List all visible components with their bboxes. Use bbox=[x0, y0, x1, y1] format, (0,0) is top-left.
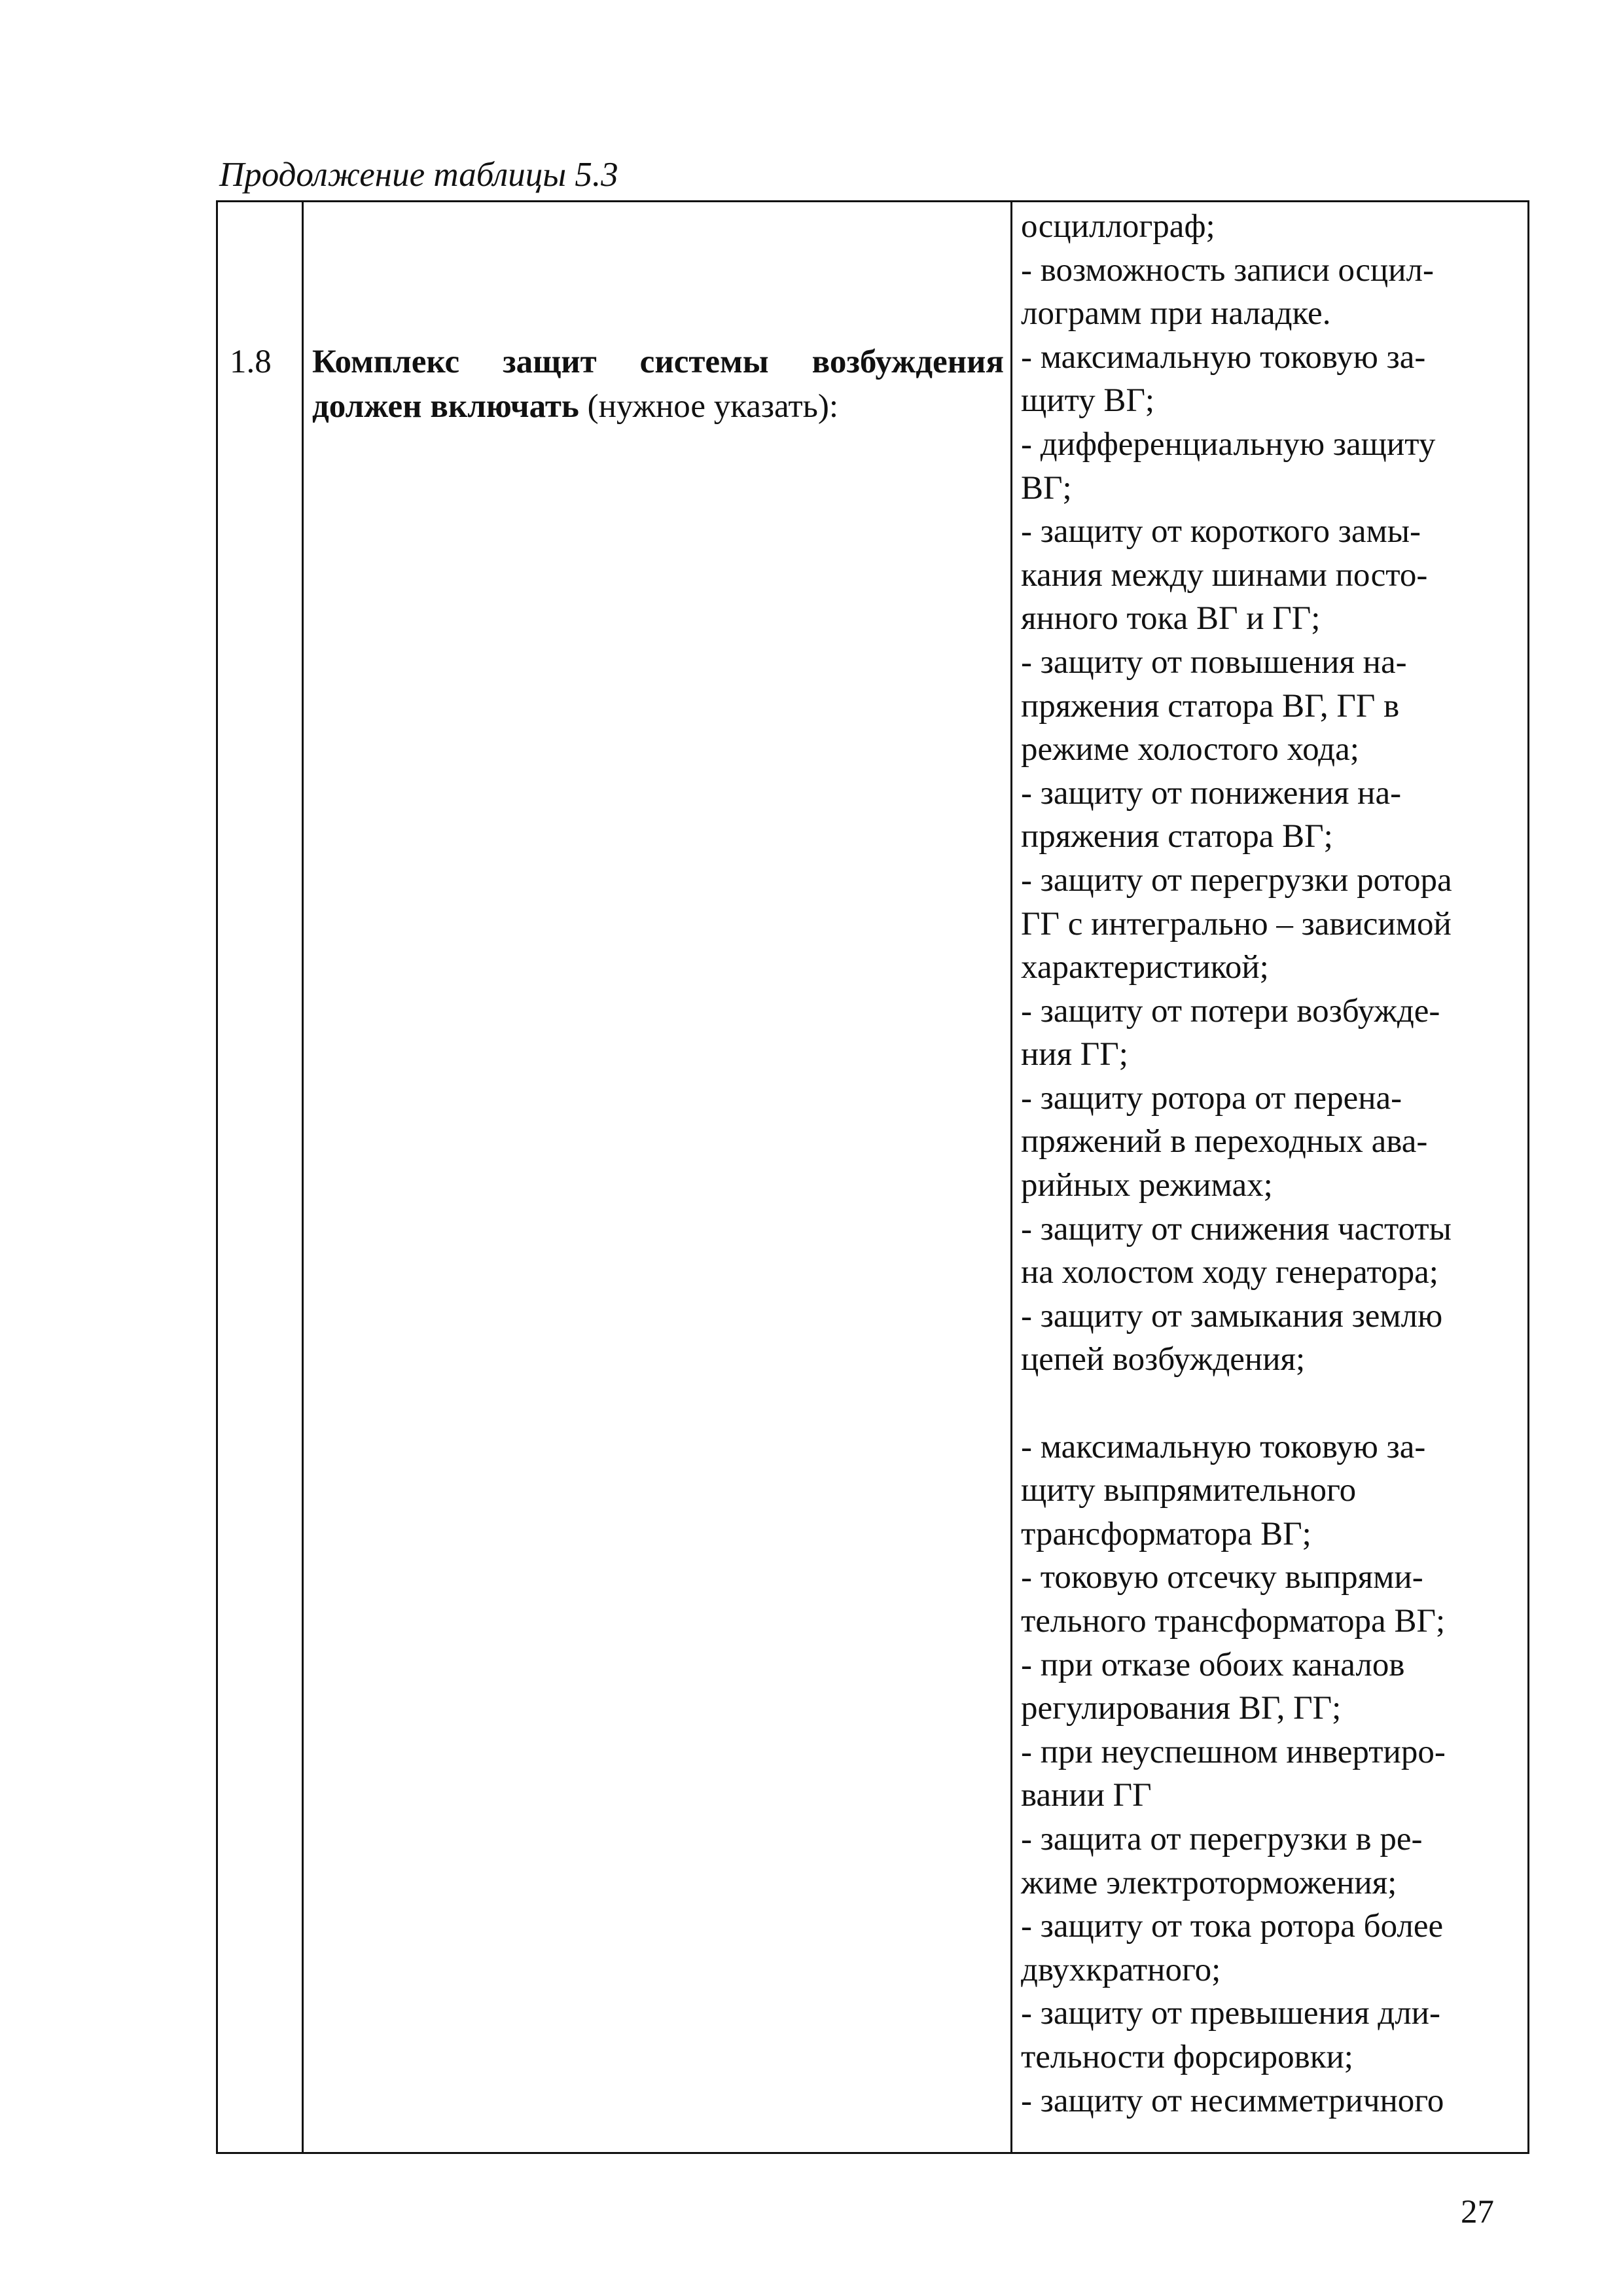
option-line: на холостом ходу генератора; bbox=[1021, 1254, 1438, 1291]
option-line: - защиту ротора от перена- bbox=[1021, 1079, 1402, 1117]
option-line: - токовую отсечку выпрями- bbox=[1021, 1559, 1423, 1596]
option-line: - защиту от потери возбужде- bbox=[1021, 992, 1440, 1030]
option-line: характеристикой; bbox=[1021, 949, 1269, 986]
option-line: ния ГГ; bbox=[1021, 1036, 1128, 1073]
option-line: - защиту от несимметричного bbox=[1021, 2082, 1444, 2119]
option-line: - защиту от тока ротора более bbox=[1021, 1908, 1444, 1945]
option-line: - защиту от превышения дли- bbox=[1021, 1995, 1440, 2032]
requirement-cell bbox=[303, 202, 1012, 2153]
option-line: - дифференциальную защиту bbox=[1021, 425, 1436, 463]
option-line: щиту ВГ; bbox=[1021, 382, 1155, 420]
option-line: жиме электроторможения; bbox=[1021, 1864, 1397, 1901]
options-block-2 bbox=[1021, 1426, 1524, 2123]
option-line: - максимальную токовую за- bbox=[1021, 1428, 1426, 1465]
option-line: - максимальную токовую за- bbox=[1021, 338, 1426, 376]
option-line: регулирования ВГ, ГГ; bbox=[1021, 1690, 1342, 1727]
option-line: режиме холостого хода; bbox=[1021, 731, 1359, 768]
option-line: - защиту от замыкания землю bbox=[1021, 1297, 1443, 1335]
option-line: - защиту от перегрузки ротора bbox=[1021, 861, 1452, 899]
page-number: 27 bbox=[1461, 2194, 1494, 2231]
option-line: ГГ с интегрально – зависимой bbox=[1021, 905, 1452, 942]
option-line: - защиту от повышения на- bbox=[1021, 643, 1407, 681]
option-line: пряжений в переходных ава- bbox=[1021, 1123, 1428, 1160]
option-line: - защиту от снижения частоты bbox=[1021, 1210, 1452, 1247]
option-line: щиту выпрямительного bbox=[1021, 1472, 1357, 1509]
option-line: - защиту от короткого замы- bbox=[1021, 513, 1421, 550]
requirement-bold-text: Комплекс защит системы возбуждения должен включать bbox=[312, 344, 1004, 425]
requirement-normal-text: (нужное указать): bbox=[579, 388, 839, 425]
option-line: пряжения статора ВГ; bbox=[1021, 818, 1333, 855]
options-gap bbox=[1021, 1382, 1524, 1426]
option-line: пряжения статора ВГ, ГГ в bbox=[1021, 687, 1400, 725]
option-line: - при неуспешном инвертиро- bbox=[1021, 1733, 1446, 1770]
option-line: цепей возбуждения; bbox=[1021, 1341, 1306, 1378]
option-line: ВГ; bbox=[1021, 469, 1072, 507]
row-number: 1.8 bbox=[230, 344, 272, 380]
table-caption: Продолжение таблицы 5.3 bbox=[219, 156, 618, 194]
option-line: двухкратного; bbox=[1021, 1951, 1221, 1988]
option-line: - защита от перегрузки в ре- bbox=[1021, 1820, 1423, 1857]
option-line: кания между шинами посто- bbox=[1021, 556, 1428, 594]
options-block-1 bbox=[1021, 205, 1524, 1382]
option-line: рийных режимах; bbox=[1021, 1167, 1273, 1204]
requirements-table bbox=[216, 200, 1529, 2154]
option-line: вании ГГ bbox=[1021, 1777, 1152, 1814]
option-line: тельности форсировки; bbox=[1021, 2038, 1353, 2075]
option-line: янного тока ВГ и ГГ; bbox=[1021, 600, 1321, 637]
option-line: трансформатора ВГ; bbox=[1021, 1515, 1311, 1552]
options-cell bbox=[1012, 202, 1529, 2153]
option-line: - защиту от понижения на- bbox=[1021, 774, 1402, 812]
option-line: осциллограф; bbox=[1021, 208, 1215, 245]
option-line: тельного трансформатора ВГ; bbox=[1021, 1603, 1446, 1640]
row-number-cell bbox=[217, 202, 303, 2153]
option-line: - при отказе обоих каналов bbox=[1021, 1646, 1405, 1683]
option-line: - возможность записи осцил- bbox=[1021, 251, 1434, 289]
option-line: лограмм при наладке. bbox=[1021, 295, 1331, 332]
table-row bbox=[217, 202, 1529, 2153]
